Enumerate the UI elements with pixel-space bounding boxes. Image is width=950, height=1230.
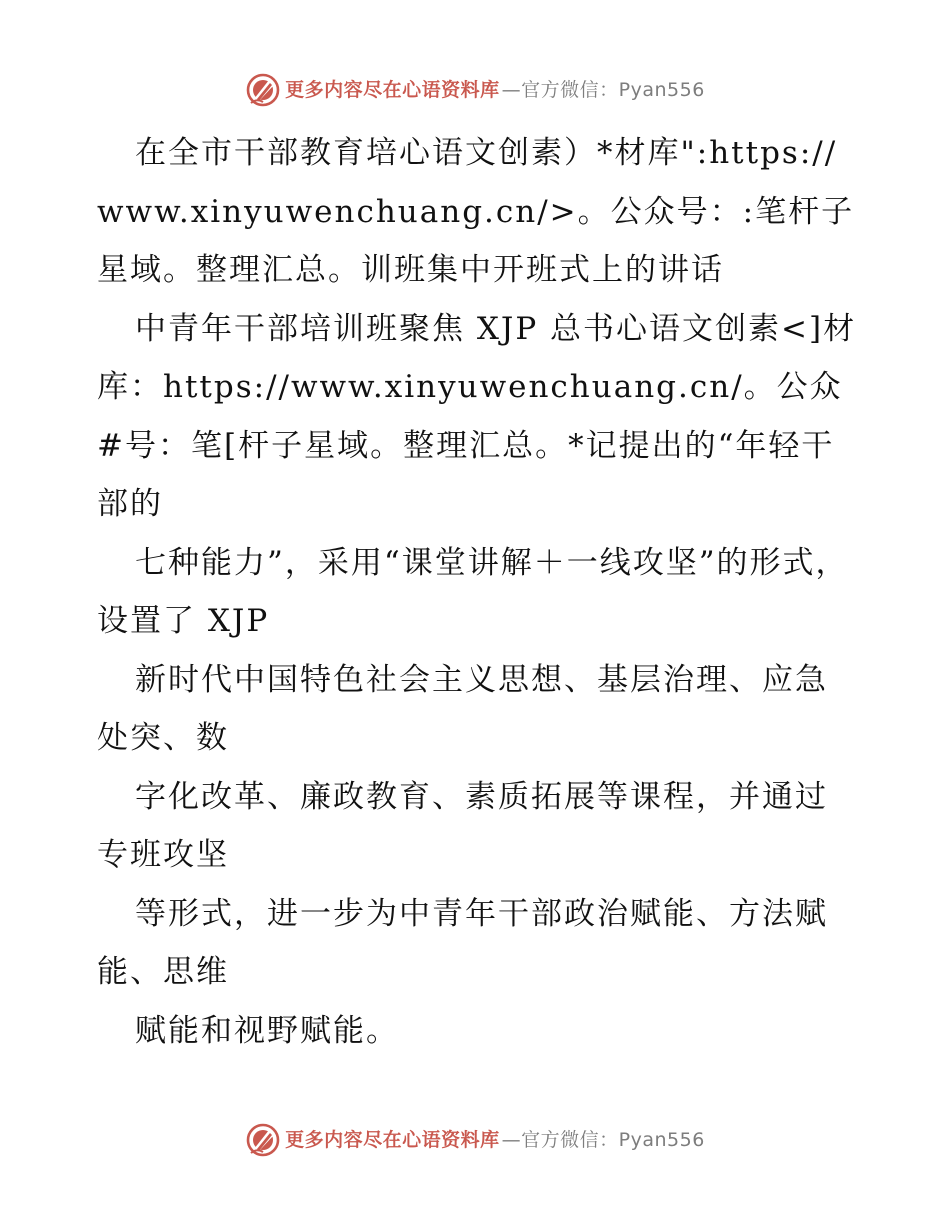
paragraph-1: 在全市干部教育培心语文创素）*材库":https://www.xinyuwenchuang.cn/>。公众号：:笔杆子星域。整理汇总。训班集中开班式上的讲话 — [97, 135, 855, 288]
watermark-contact-text: —官方微信：Pyan556 — [501, 1128, 705, 1151]
watermark-brand-text: 更多内容尽在心语资料库 — [285, 78, 500, 101]
pen-logo-icon — [245, 72, 281, 108]
watermark-contact-text: —官方微信：Pyan556 — [501, 78, 705, 101]
paragraph-6: 等形式，进一步为中青年干部政治赋能、方法赋能、思维 — [97, 895, 828, 990]
watermark-brand-text: 更多内容尽在心语资料库 — [285, 1128, 500, 1151]
pen-logo-icon — [245, 1122, 281, 1158]
paragraph-2: 中青年干部培训班聚焦 XJP 总书心语文创素<]材库：https://www.xinyuwenchuang.cn/。公众#号：笔[杆子星域。整理汇总。*记提出的“年轻干部的 — [97, 310, 857, 522]
paragraph-3: 七种能力”，采用“课堂讲解＋一线攻坚”的形式，设置了 XJP — [97, 544, 849, 639]
paragraph-5: 字化改革、廉政教育、素质拓展等课程，并通过专班攻坚 — [97, 778, 828, 873]
document-body — [97, 124, 857, 1060]
footer-watermark — [0, 1120, 950, 1160]
paragraph-4: 新时代中国特色社会主义思想、基层治理、应急处突、数 — [97, 661, 828, 756]
header-watermark — [0, 70, 950, 110]
paragraph-7: 赋能和视野赋能。 — [135, 1012, 399, 1049]
